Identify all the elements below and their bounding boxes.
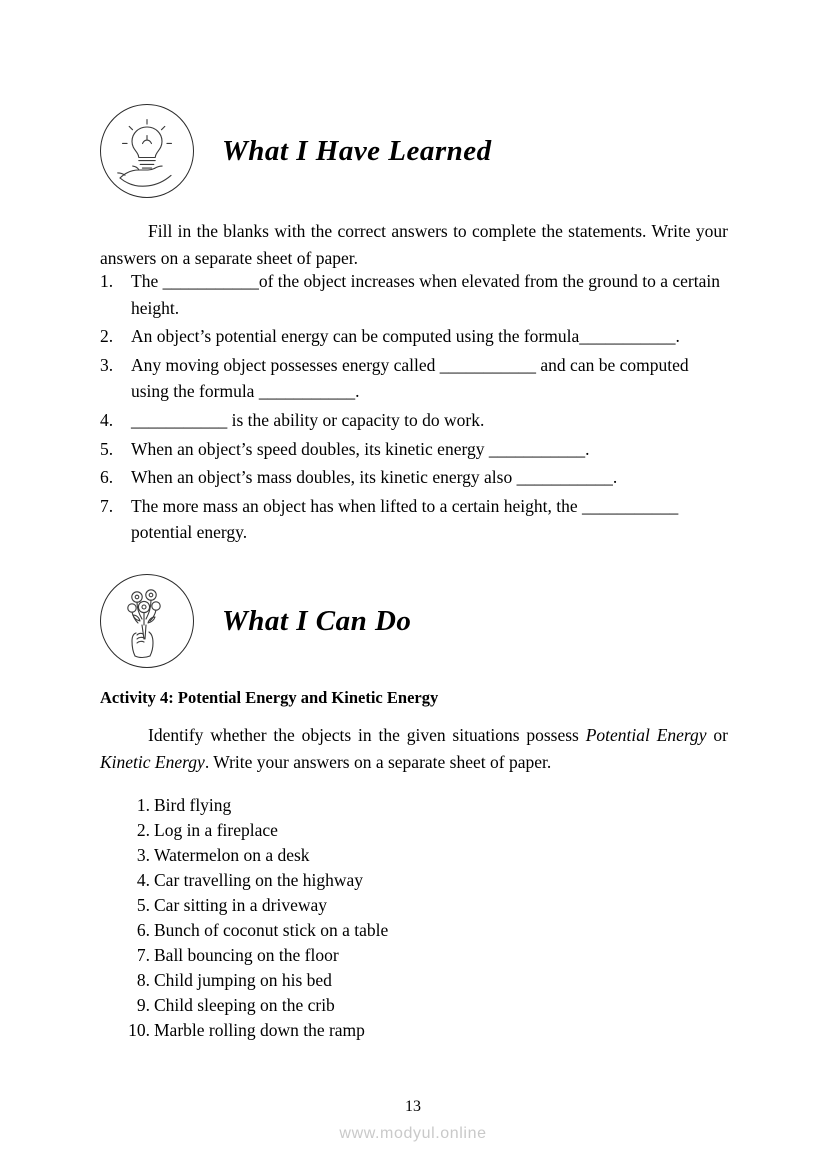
list-item	[120, 868, 720, 893]
list-item	[120, 818, 720, 843]
list-item	[120, 1018, 720, 1043]
list-item	[100, 493, 728, 546]
item-text: ___________ is the ability or capacity to do work.	[131, 409, 485, 430]
section-header-what-i-can-do	[100, 574, 411, 668]
item-text: Bunch of coconut stick on a table	[154, 920, 389, 941]
can-do-item-list	[120, 793, 720, 1043]
item-text: The ___________of the object increases when elevated from the ground to a certain height.	[131, 271, 720, 318]
item-text: An object’s potential energy can be computed using the formula___________.	[131, 326, 680, 347]
list-item	[100, 464, 728, 491]
item-text: Child jumping on his bed	[154, 970, 332, 991]
can-do-instruction	[100, 722, 728, 775]
hand-holding-flowers-icon	[100, 574, 194, 668]
page-number: 13	[405, 1098, 421, 1115]
item-number: 6.	[136, 920, 150, 941]
list-item	[100, 407, 728, 434]
item-number: 7.	[136, 945, 150, 966]
list-item	[100, 436, 728, 463]
learned-instruction: Fill in the blanks with the correct answers to complete the statements. Write your answers on a separate sheet of paper.	[100, 221, 728, 268]
item-text: Child sleeping on the crib	[154, 995, 335, 1016]
item-number: 2.	[100, 326, 114, 347]
item-text: Car sitting in a driveway	[154, 895, 328, 916]
item-number: 4.	[136, 870, 150, 891]
item-number: 9.	[136, 995, 150, 1016]
item-text: When an object’s mass doubles, its kinetic energy also ___________.	[131, 467, 618, 488]
item-number: 3.	[136, 845, 150, 866]
section-header-what-i-have-learned	[100, 104, 492, 198]
item-number: 3.	[100, 354, 114, 375]
instruction-emphasis-1: Potential Energy	[585, 725, 707, 745]
instruction-emphasis-2: Kinetic Energy	[100, 751, 205, 772]
item-number: 1.	[136, 795, 150, 815]
list-item	[120, 968, 720, 993]
item-text: Ball bouncing on the floor	[154, 945, 339, 966]
item-number: 7.	[100, 495, 114, 516]
item-text: When an object’s speed doubles, its kinetic energy ___________.	[131, 438, 590, 459]
item-number: 1.	[100, 271, 114, 291]
item-number: 8.	[136, 970, 150, 991]
item-number: 5.	[136, 895, 150, 916]
item-text: Watermelon on a desk	[154, 845, 310, 866]
item-number: 2.	[136, 820, 150, 841]
item-text: Any moving object possesses energy called ___________ and can be computed using the formula ___________.	[131, 354, 689, 402]
instruction-part-2: or	[706, 725, 729, 745]
list-item	[120, 943, 720, 968]
list-item	[100, 352, 728, 405]
watermark: www.modyul.online	[339, 1125, 487, 1142]
list-item	[120, 893, 720, 918]
item-number: 6.	[100, 467, 114, 488]
list-item	[100, 268, 728, 321]
activity-title: Activity 4: Potential Energy and Kinetic Energy	[100, 688, 439, 707]
item-text: Bird flying	[154, 795, 232, 815]
section-title: What I Can Do	[222, 604, 412, 637]
lightbulb-in-hand-icon	[100, 104, 194, 198]
item-number: 4.	[100, 409, 114, 430]
item-text: Marble rolling down the ramp	[154, 1020, 365, 1041]
list-item	[120, 918, 720, 943]
item-number: 5.	[100, 438, 114, 459]
item-text: The more mass an object has when lifted to a certain height, the ___________ potential energy.	[131, 495, 679, 543]
instruction-part-3: . Write your answers on a separate sheet of paper.	[204, 751, 552, 772]
list-item	[100, 323, 728, 350]
item-text: Car travelling on the highway	[154, 870, 363, 891]
learned-question-list	[100, 268, 728, 548]
item-number: 10.	[128, 1020, 150, 1041]
item-text: Log in a fireplace	[154, 820, 278, 841]
section-title: What I Have Learned	[222, 134, 492, 167]
list-item	[120, 993, 720, 1018]
list-item	[120, 793, 720, 818]
instruction-part-1: Identify whether the objects in the given situations possess	[148, 725, 586, 745]
list-item	[120, 843, 720, 868]
